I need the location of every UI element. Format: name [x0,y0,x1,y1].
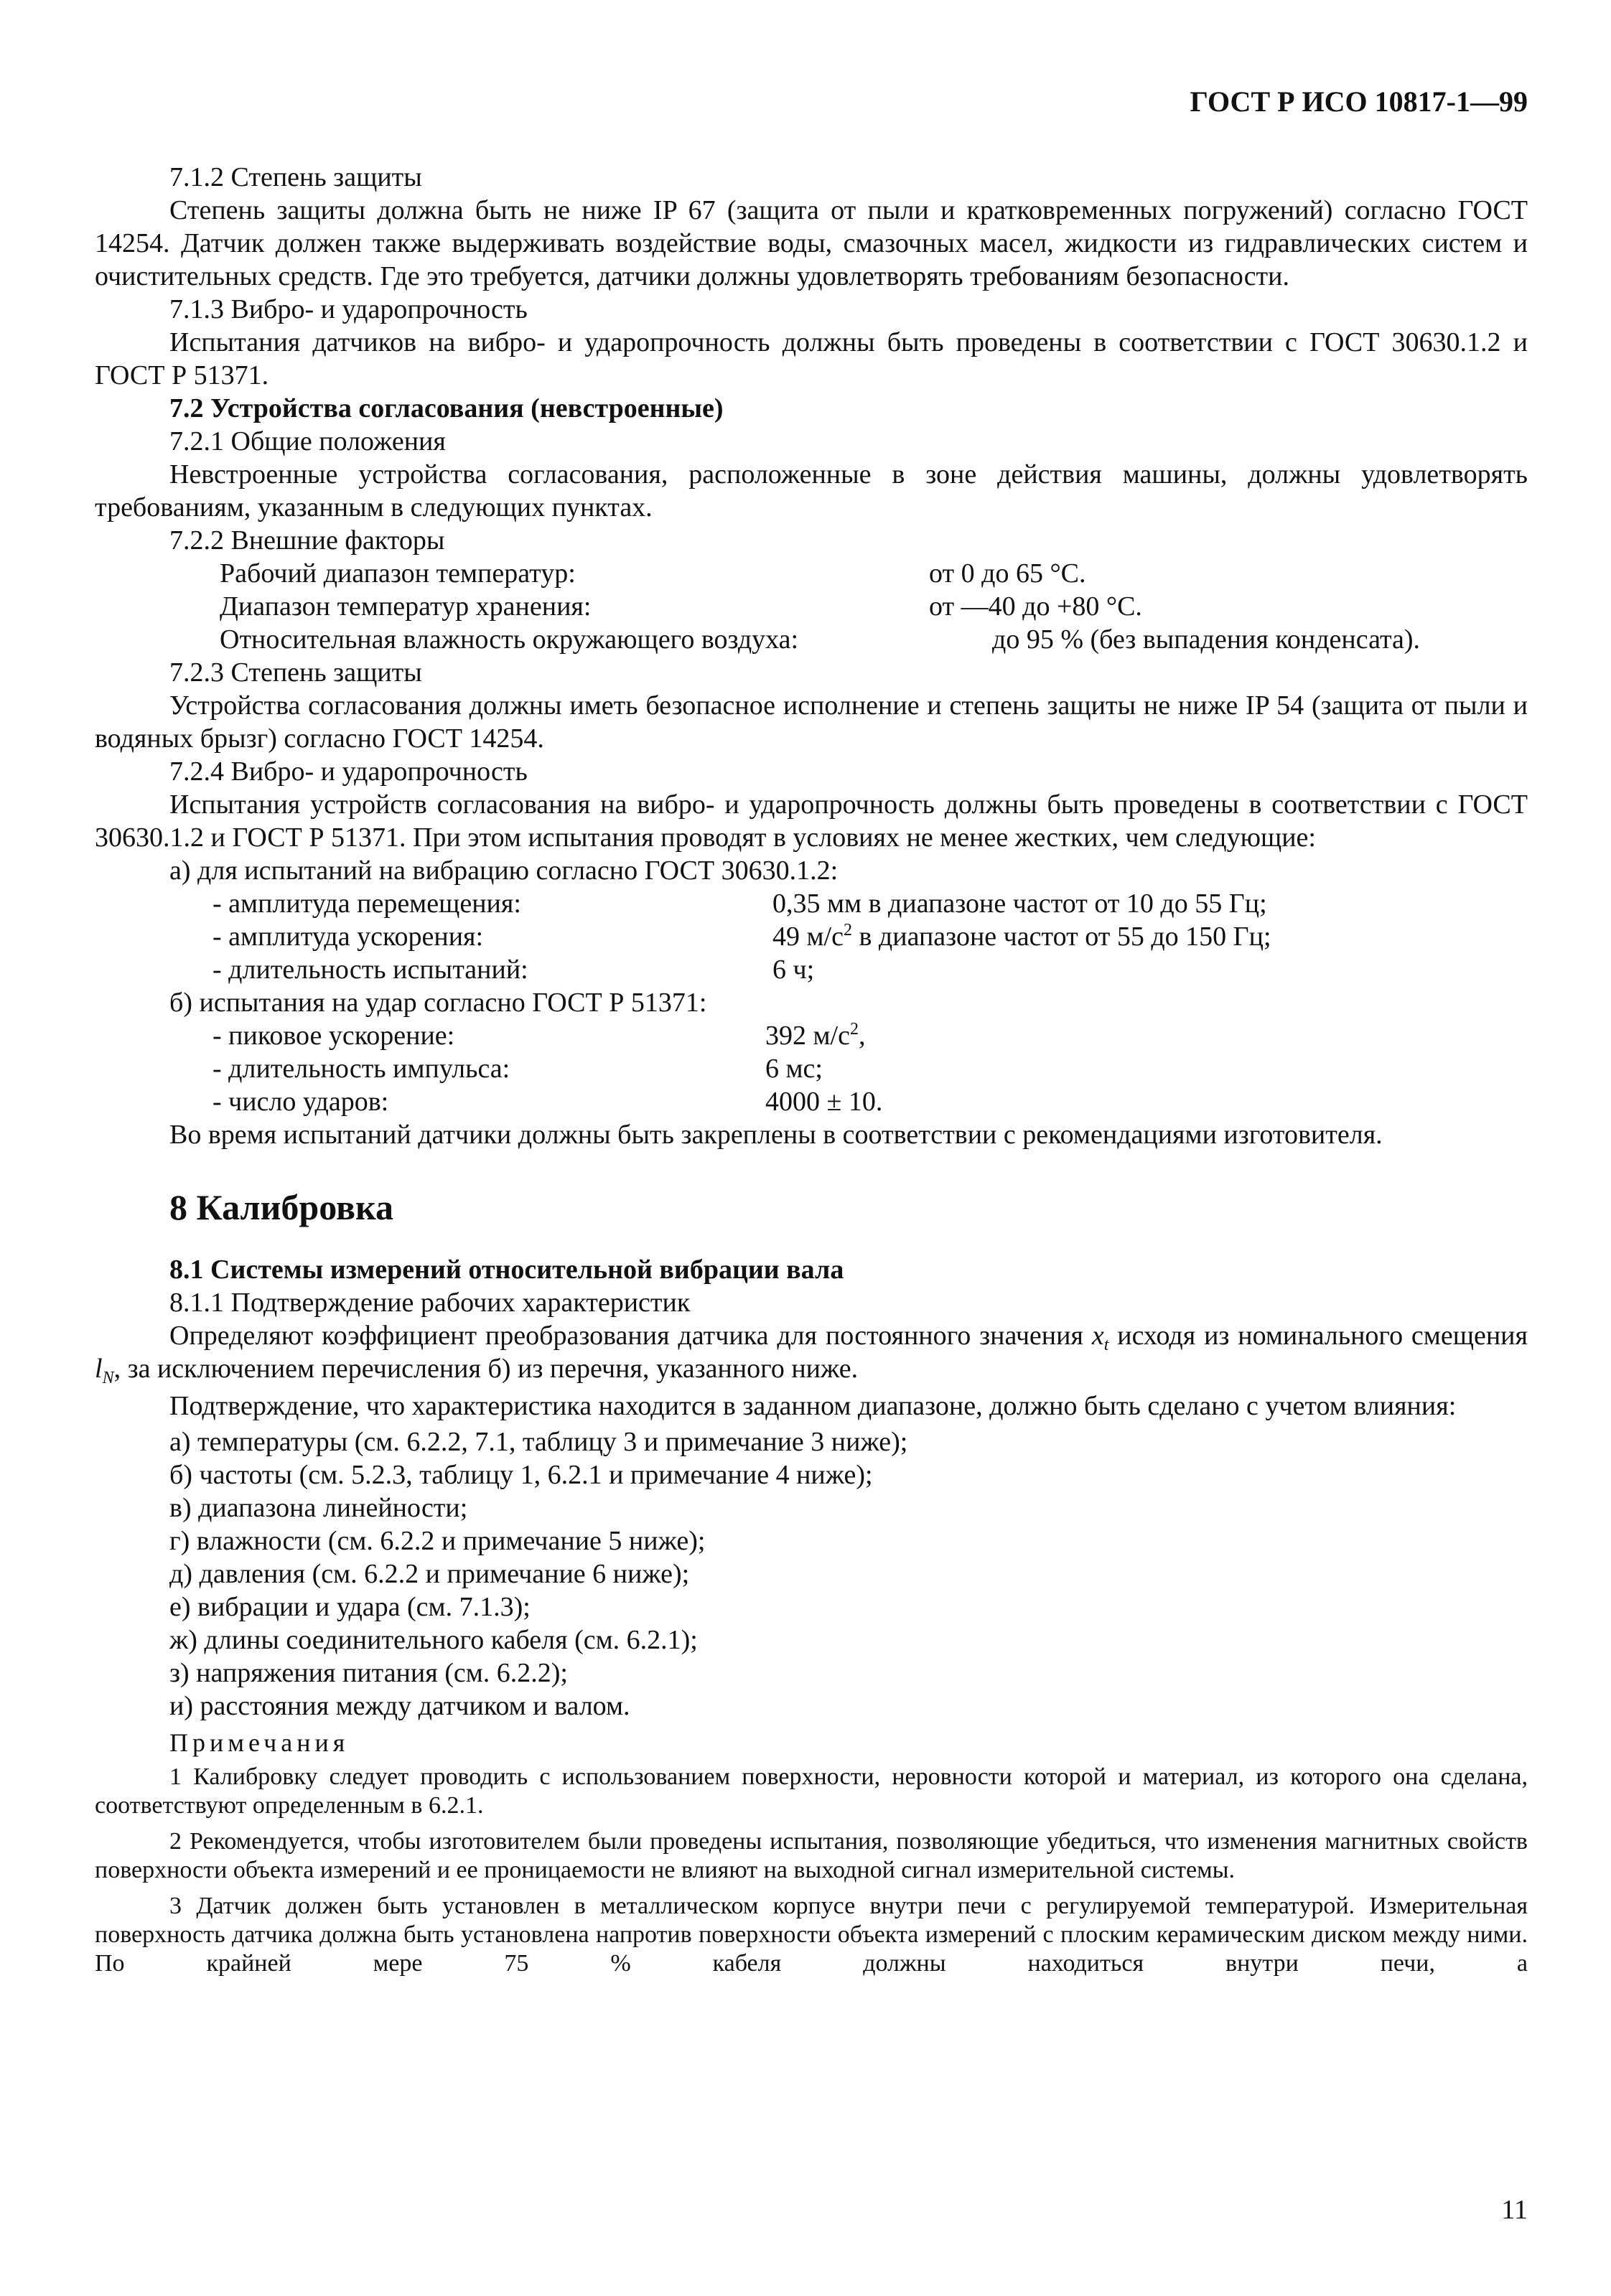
env-row-humidity [95,623,1528,656]
env-label: Диапазон температур хранения: [220,591,592,622]
document-code-header: ГОСТ Р ИСО 10817-1—99 [1190,85,1528,118]
clause-8-1-heading: 8.1 Системы измерений относительной вибрации вала [169,1255,844,1285]
clause-7-2-1-text: Невстроенные устройства согласования, расположенные в зоне действия машины, должны удовлетворять требованиям, указанным в следующих пунктах. [95,459,1528,523]
list-item: и) расстояния между датчиком и валом. [169,1691,630,1721]
list-item: з) напряжения питания (см. 6.2.2); [169,1658,568,1688]
section-8-heading: 8 Калибровка [169,1187,394,1227]
env-label: Относительная влажность окружающего воздуха: [220,624,799,655]
page-number: 11 [1501,2195,1528,2225]
test-param-label: - амплитуда перемещения: [213,889,521,919]
list-item: а) температуры (см. 6.2.2, 7.1, таблицу 3 и примечание 3 ниже); [169,1427,908,1457]
clause-8-1-1-text: Определяют коэффициент преобразования датчика для постоянного значения $x_t$ исходя из номинального смещения $l_N$, за исключением перечисления б) из перечня, указанного ниже. [95,1321,1528,1387]
env-value: до 95 % (без выпадения конденсата). [992,624,1421,655]
note-3: 3 Датчик должен быть установлен в металлическом корпусе внутри печи с регулируемой температурой. Измерительная поверхность датчика должна быть установлена напротив поверхности объекта измерений с плоским керамическим диском между ними. По крайней мере 75 % кабеля должны находиться внутри печи, а [95,1893,1528,1977]
list-item: е) вибрации и удара (см. 7.1.3); [169,1592,531,1622]
shock-test-title: б) испытания на удар согласно ГОСТ Р 51371: [169,988,707,1018]
list-item: в) диапазона линейности; [169,1493,468,1523]
list-item: б) частоты (см. 5.2.3, таблицу 1, 6.2.1 и примечание 4 ниже); [169,1460,873,1490]
env-value: от —40 до +80 °С. [929,591,1142,622]
clause-7-1-2-text: Степень защиты должна быть не ниже IP 67 (защита от пыли и кратковременных погружений) согласно ГОСТ 14254. Датчик должен также выдерживать воздействие воды, смазочных масел, жидкости из гидравлических систем и очистительных средств. Где это требуется, датчики должны удовлетворять требованиям безопасности. [95,195,1528,291]
env-row-operating-temp [95,557,1528,590]
shock-row-count [95,1085,1528,1118]
list-item: д) давления (см. 6.2.2 и примечание 6 ниже); [169,1559,690,1589]
note-1: 1 Калибровку следует проводить с использованием поверхности, неровности которой и материал, из которого она сделана, соответствуют определенным в 6.2.1. [95,1763,1528,1819]
test-param-value: 6 ч; [772,955,815,985]
clause-7-1-3-text: Испытания датчиков на вибро- и ударопрочность должны быть проведены в соответствии с ГОСТ 30630.1.2 и ГОСТ Р 51371. [95,327,1528,390]
clause-7-2-4-title: 7.2.4 Вибро- и ударопрочность [169,756,528,787]
test-param-label: - длительность импульса: [213,1054,510,1084]
vibration-test-title: а) для испытаний на вибрацию согласно ГОСТ 30630.1.2: [169,856,839,886]
test-param-label: - длительность испытаний: [213,955,528,985]
test-param-value: 0,35 мм в диапазоне частот от 10 до 55 Гц; [772,889,1267,919]
clause-8-1-1-title: 8.1.1 Подтверждение рабочих характеристик [169,1288,691,1318]
list-item: г) влажности (см. 6.2.2 и примечание 5 ниже); [169,1526,706,1556]
list-item: ж) длины соединительного кабеля (см. 6.2.1); [169,1625,698,1655]
test-param-label: - число ударов: [213,1087,389,1117]
vibration-row-duration [95,953,1528,986]
test-param-value: 49 $м/с^2$ в диапазоне частот от 55 до 150 Гц; [772,921,1271,952]
clause-7-1-2-title: 7.1.2 Степень защиты [169,162,422,192]
notes-heading: Примечания [169,1728,350,1757]
test-param-value: 4000 ± 10. [765,1087,883,1117]
test-param-value: 6 мс; [765,1054,823,1084]
clause-7-2-4-text: Испытания устройств согласования на вибро- и ударопрочность должны быть проведены в соответствии с ГОСТ 30630.1.2 и ГОСТ Р 51371. При этом испытания проводят в условиях не менее жестких, чем следующие: [95,789,1528,853]
shock-row-pulse-duration [95,1052,1528,1085]
page-content [95,161,1528,1978]
note-2: 2 Рекомендуется, чтобы изготовителем были проведены испытания, позволяющие убедиться, что изменения магнитных свойств поверхности объекта измерений и ее проницаемости не влияют на выходной сигнал измерительной системы. [95,1828,1528,1883]
clause-7-2-3-title: 7.2.3 Степень защиты [169,657,422,688]
env-label: Рабочий диапазон температур: [220,558,576,589]
clause-8-1-1-confirmation: Подтверждение, что характеристика находится в заданном диапазоне, должно быть сделано с учетом влияния: [169,1391,1457,1421]
env-value: от 0 до 65 °С. [929,558,1086,589]
test-param-value: 392 $м/с^2$, [765,1020,866,1051]
influence-factor-list [95,1425,1528,1723]
vibration-row-displacement [95,887,1528,920]
clause-7-1-3-title: 7.1.3 Вибро- и ударопрочность [169,294,528,324]
clause-7-2-4-closing: Во время испытаний датчики должны быть закреплены в соответствии с рекомендациями изготовителя. [169,1120,1383,1150]
clause-7-2-2-title: 7.2.2 Внешние факторы [169,525,445,556]
clause-7-2-3-text: Устройства согласования должны иметь безопасное исполнение и степень защиты не ниже IP 54 (защита от пыли и водяных брызг) согласно ГОСТ 14254. [95,690,1528,754]
clause-7-2-heading: 7.2 Устройства согласования (невстроенные) [169,393,724,423]
env-row-storage-temp [95,590,1528,623]
shock-row-peak-acceleration [95,1019,1528,1052]
test-param-label: - пиковое ускорение: [213,1021,455,1051]
clause-7-2-1-title: 7.2.1 Общие положения [169,426,446,456]
test-param-label: - амплитуда ускорения: [213,922,484,952]
vibration-row-acceleration [95,920,1528,953]
